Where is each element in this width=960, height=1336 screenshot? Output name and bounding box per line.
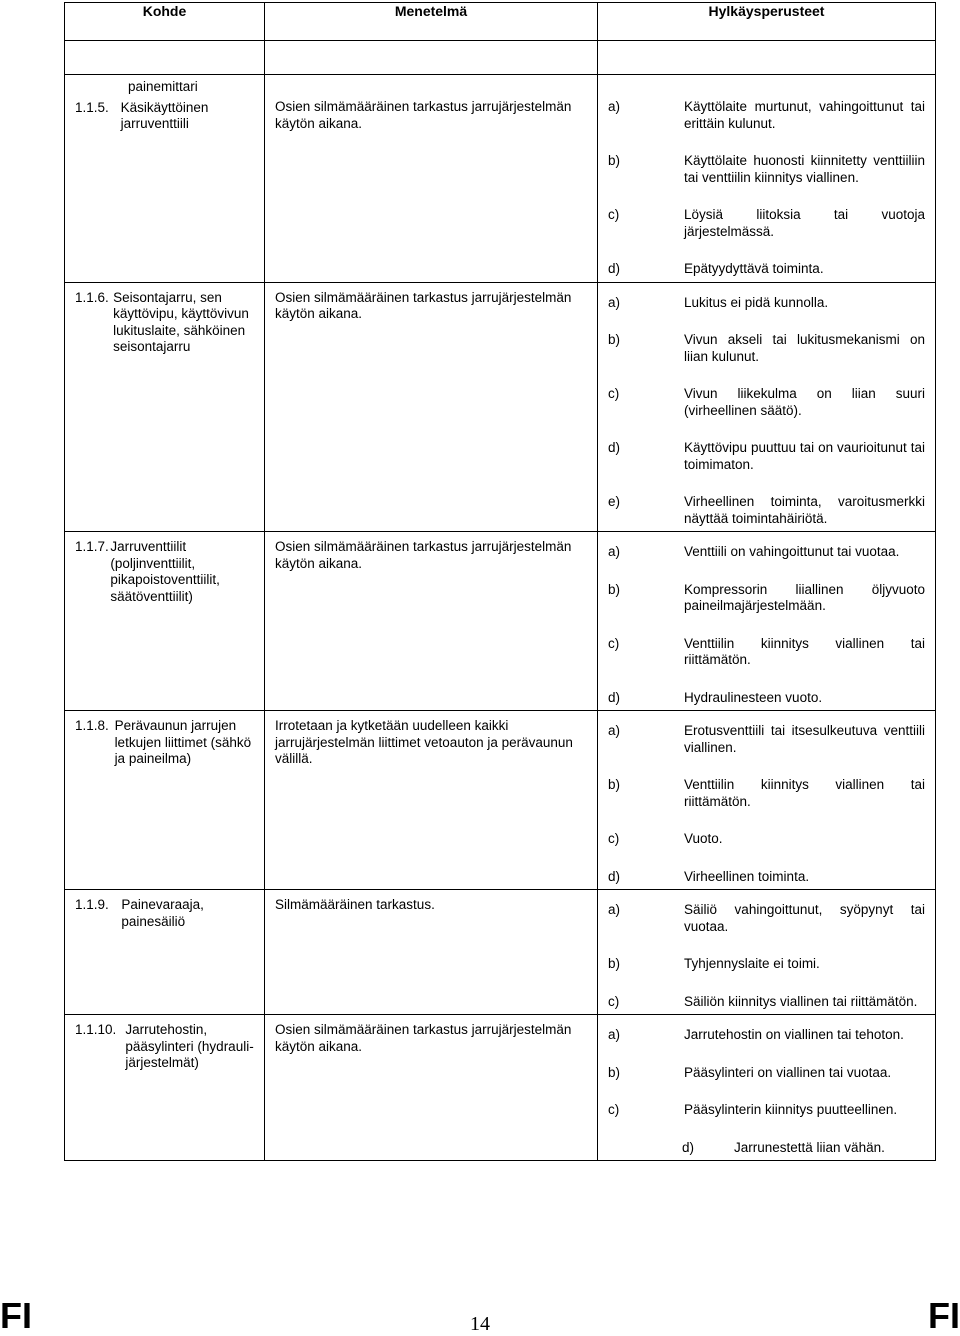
criterion	[598, 440, 935, 473]
item-number: 1.1.8.	[75, 718, 109, 733]
item-method: Silmämääräinen tarkastus.	[275, 897, 435, 912]
criterion-letter: c)	[608, 993, 620, 1009]
criterion-text: Käyttövipu puuttuu tai on vaurioitunut tai toimimaton.	[684, 440, 925, 472]
criterion-letter: d)	[682, 1139, 695, 1155]
criterion	[598, 582, 935, 615]
criterion	[598, 386, 935, 419]
criterion-text: Säiliö vahingoittunut, syöpynyt tai vuotaa.	[684, 902, 925, 934]
criterion-text: Erotusventtiili tai itsesulkeutuva venttiili viallinen.	[684, 723, 925, 755]
criterion-text: Löysiä liitoksia tai vuotoja järjestelmässä.	[684, 207, 925, 239]
criterion-text: Virheellinen toiminta.	[684, 868, 810, 884]
item-number: 1.1.6.	[75, 289, 109, 305]
footer-country-code-right: FI	[928, 1295, 960, 1336]
criterion-letter: b)	[608, 581, 621, 597]
criterion-text: Hydraulinesteen vuoto.	[684, 689, 823, 705]
criterion	[598, 261, 935, 278]
criterion-letter: a)	[608, 544, 621, 559]
item-number: 1.1.9.	[75, 897, 109, 912]
criterion-text: Venttiili on vahingoittunut tai vuotaa.	[684, 544, 900, 559]
item-number: 1.1.5.	[75, 99, 109, 115]
criterion-letter: d)	[608, 689, 621, 705]
criterion-text: Epätyydyttävä toiminta.	[684, 261, 824, 276]
object-cell	[65, 282, 265, 532]
method-cell	[265, 1015, 598, 1161]
item-object: Käsikäyttöinen jarruventtiili	[120, 99, 209, 131]
criterion	[598, 690, 935, 707]
criterion	[598, 494, 935, 527]
criterion-letter: a)	[608, 902, 621, 917]
criterion-letter: c)	[608, 635, 620, 651]
criterion	[598, 869, 935, 886]
criterion-letter: c)	[608, 1102, 620, 1117]
criterion	[598, 956, 935, 973]
criterion	[598, 332, 935, 365]
criterion-text: Vuoto.	[684, 831, 723, 846]
method-cell	[265, 711, 598, 890]
criterion	[598, 99, 935, 132]
criterion-letter: b)	[608, 332, 621, 347]
object-cell	[65, 711, 265, 890]
criterion	[598, 723, 935, 756]
criterion	[598, 1027, 935, 1044]
item-object: Painevaraaja, painesäiliö	[121, 897, 204, 929]
criterion-letter: b)	[608, 777, 621, 792]
method-cell	[265, 890, 598, 1015]
spacer-row	[65, 41, 936, 75]
page-number: 14	[470, 1313, 490, 1335]
criterion-letter: c)	[608, 207, 620, 222]
criterion-letter: a)	[608, 294, 621, 310]
criterion-text: Pääsylinteri on viallinen tai vuotaa.	[684, 1064, 892, 1080]
object-cell	[65, 890, 265, 1015]
criterion-letter: d)	[608, 261, 621, 276]
item-object: Jarruventtiilit (poljinventtiilit, pikapoistoventtiilit, säätöventtiilit)	[110, 539, 220, 604]
item-object: Jarrutehostin, pääsylinteri (hydrauli-järjestelmät)	[125, 1022, 254, 1070]
criterion-letter: c)	[608, 386, 620, 401]
criterion	[598, 153, 935, 186]
criterion-text: Jarrunestettä liian vähän.	[734, 1139, 885, 1155]
criteria-cell	[598, 1015, 936, 1161]
table-row	[65, 711, 936, 890]
table-row	[65, 890, 936, 1015]
item-method: Irrotetaan ja kytketään uudelleen kaikki jarrujärjestelmän liittimet vetoauton ja perävaunun välillä.	[275, 718, 573, 766]
object-cell	[65, 1015, 265, 1161]
header-kohde: Kohde	[65, 3, 265, 41]
criterion-text: Venttiilin kiinnitys viallinen tai riittämätön.	[684, 635, 925, 667]
criterion-text: Jarrutehostin on viallinen tai tehoton.	[684, 1027, 904, 1042]
header-menetelma: Menetelmä	[265, 3, 598, 41]
criterion-text: Säiliön kiinnitys viallinen tai riittämätön.	[684, 993, 918, 1009]
criterion-text: Venttiilin kiinnitys viallinen tai riittämätön.	[684, 777, 925, 809]
item-method: Osien silmämääräinen tarkastus jarrujärjestelmän käytön aikana.	[275, 1022, 572, 1054]
criteria-cell	[598, 711, 936, 890]
item-number: 1.1.10.	[75, 1022, 117, 1037]
criterion-letter: b)	[608, 1064, 621, 1080]
criterion	[598, 777, 935, 810]
footer-country-code-left: FI	[0, 1295, 32, 1336]
criterion-letter: e)	[608, 494, 621, 509]
item-method: Osien silmämääräinen tarkastus jarrujärjestelmän käytön aikana.	[275, 99, 572, 131]
previous-item-continuation: painemittari	[128, 79, 198, 94]
method-cell	[265, 532, 598, 711]
criterion	[598, 831, 935, 848]
criterion	[598, 636, 935, 669]
criterion-letter: a)	[608, 723, 621, 738]
criterion-text: Virheellinen toiminta, varoitusmerkki näyttää toimintahäiriötä.	[684, 494, 925, 526]
criterion	[598, 295, 935, 312]
criterion	[598, 544, 935, 561]
criterion-text: Käyttölaite huonosti kiinnitetty venttiiliin tai venttiilin kiinnitys viallinen.	[684, 153, 925, 185]
criterion-text: Käyttölaite murtunut, vahingoittunut tai erittäin kulunut.	[684, 99, 925, 131]
criteria-cell	[598, 282, 936, 532]
criterion-text: Lukitus ei pidä kunnolla.	[684, 294, 829, 310]
criterion-letter: a)	[608, 99, 621, 114]
item-number: 1.1.7.	[75, 539, 109, 554]
criterion-letter: d)	[608, 868, 621, 884]
criterion-text: Tyhjennyslaite ei toimi.	[684, 956, 820, 971]
item-method: Osien silmämääräinen tarkastus jarrujärjestelmän käytön aikana.	[275, 539, 572, 571]
criterion	[598, 1065, 935, 1082]
object-cell	[65, 75, 265, 283]
criterion	[598, 1140, 935, 1157]
criterion	[598, 1102, 935, 1119]
method-cell	[265, 75, 598, 283]
criteria-cell	[598, 75, 936, 283]
criterion-text: Vivun akseli tai lukitusmekanismi on liian kulunut.	[684, 332, 925, 364]
table-row	[65, 1015, 936, 1161]
criterion-letter: c)	[608, 831, 620, 846]
table-row	[65, 75, 936, 283]
object-cell	[65, 532, 265, 711]
item-object: Seisontajarru, sen käyttövipu, käyttövivun lukituslaite, sähköinen seisontajarru	[113, 289, 249, 354]
criterion-text: Pääsylinterin kiinnitys puutteellinen.	[684, 1102, 898, 1117]
table-header	[65, 3, 936, 41]
header-hylkaysperusteet: Hylkäysperusteet	[598, 3, 936, 41]
criterion	[598, 994, 935, 1011]
table-row	[65, 532, 936, 711]
item-method: Osien silmämääräinen tarkastus jarrujärjestelmän käytön aikana.	[275, 289, 572, 321]
criterion	[598, 207, 935, 240]
inspection-table	[64, 2, 936, 1161]
criterion-text: Kompressorin liiallinen öljyvuoto paineilmajärjestelmään.	[684, 581, 925, 613]
criterion-letter: b)	[608, 153, 621, 168]
criteria-cell	[598, 532, 936, 711]
criterion-letter: a)	[608, 1027, 621, 1042]
method-cell	[265, 282, 598, 532]
criterion	[598, 902, 935, 935]
criterion-letter: b)	[608, 956, 621, 971]
criterion-text: Vivun liikekulma on liian suuri (virheellinen säätö).	[684, 386, 925, 418]
item-object: Perävaunun jarrujen letkujen liittimet (sähkö ja paineilma)	[114, 718, 252, 766]
criteria-cell	[598, 890, 936, 1015]
criterion-letter: d)	[608, 440, 621, 455]
table-row	[65, 282, 936, 532]
